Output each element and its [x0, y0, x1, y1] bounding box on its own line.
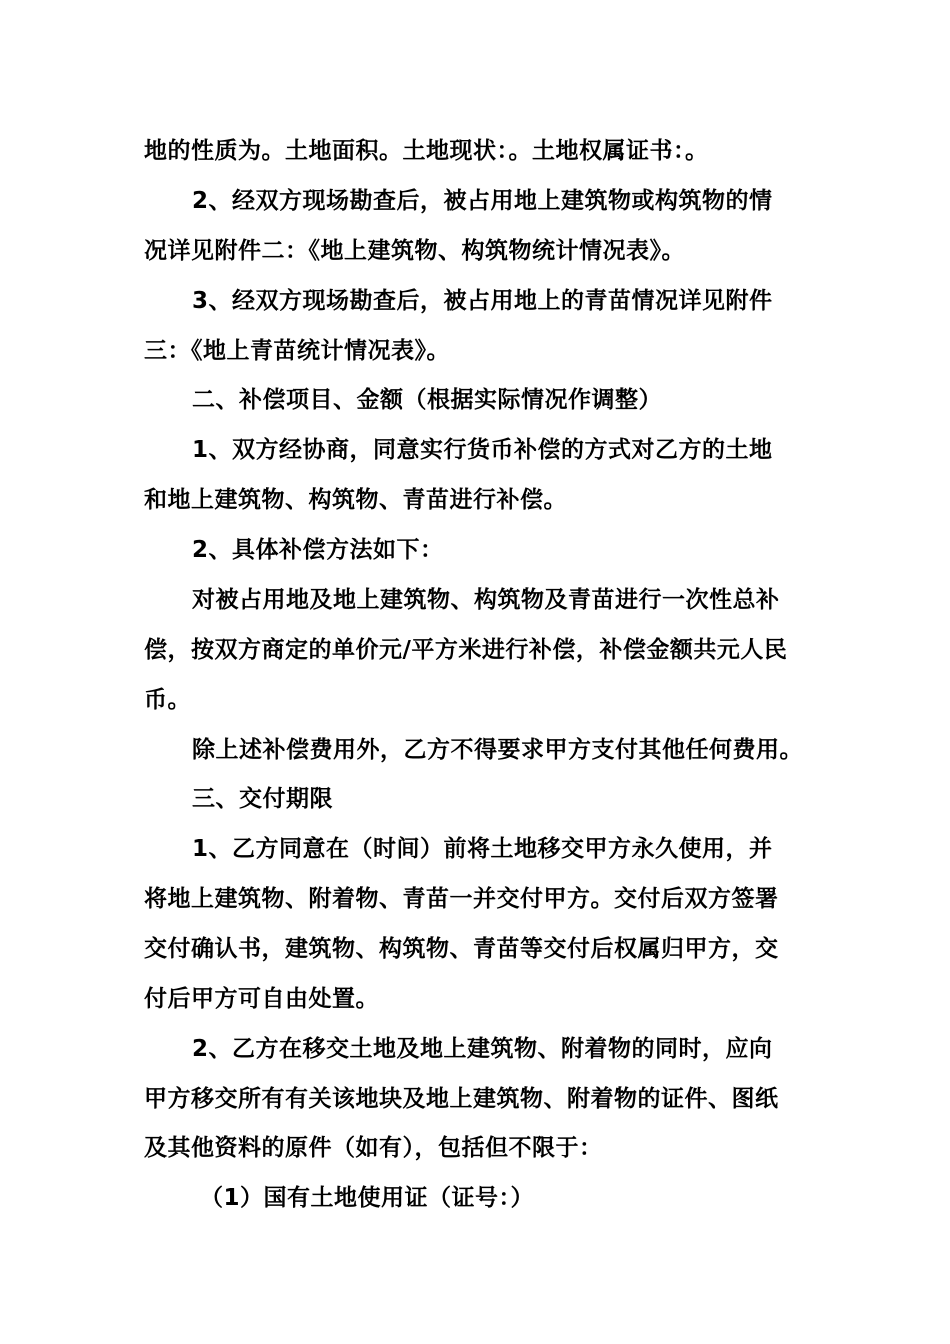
text-line-10: 对被占用地及地上建筑物、构筑物及青苗进行一次性总补 — [192, 587, 780, 613]
text-line-17: 交付确认书，建筑物、构筑物、青苗等交付后权属归甲方，交 — [144, 936, 779, 962]
text-line-18: 付后甲方可自由处置。 — [144, 986, 379, 1012]
text-line-4: 3、经双方现场勘查后，被占用地上的青苗情况详见附件 — [192, 288, 773, 314]
text-line-13: 除上述补偿费用外，乙方不得要求甲方支付其他任何费用。 — [192, 737, 803, 763]
text-line-2: 2、经双方现场勘查后，被占用地上建筑物或构筑物的情 — [192, 188, 773, 214]
text-line-15: 1、乙方同意在（时间）前将土地移交甲方永久使用，并 — [192, 836, 773, 862]
text-line-21: 及其他资料的原件（如有），包括但不限于： — [144, 1135, 603, 1161]
text-line-9: 2、具体补偿方法如下： — [192, 537, 444, 563]
text-line-8: 和地上建筑物、构筑物、青苗进行补偿。 — [144, 487, 567, 513]
text-line-7: 1、双方经协商，同意实行货币补偿的方式对乙方的土地 — [192, 437, 773, 463]
text-line-19: 2、乙方在移交土地及地上建筑物、附着物的同时，应向 — [192, 1036, 773, 1062]
text-line-11: 偿，按双方商定的单价元/平方米进行补偿，补偿金额共元人民 — [144, 637, 788, 663]
text-line-20: 甲方移交所有有关该地块及地上建筑物、附着物的证件、图纸 — [144, 1086, 779, 1112]
text-line-5: 三：《地上青苗统计情况表》。 — [144, 338, 450, 364]
text-line-1: 地的性质为。土地面积。土地现状：。土地权属证书：。 — [144, 138, 709, 164]
list-item-1: （1）国有土地使用证（证号：） — [200, 1185, 535, 1211]
section-heading-3: 三、交付期限 — [192, 786, 333, 812]
text-line-3: 况详见附件二：《地上建筑物、构筑物统计情况表》。 — [144, 238, 685, 264]
text-line-12: 币。 — [144, 687, 191, 713]
section-heading-2: 二、补偿项目、金额（根据实际情况作调整） — [192, 387, 662, 413]
text-line-16: 将地上建筑物、附着物、青苗一并交付甲方。交付后双方签署 — [144, 886, 779, 912]
